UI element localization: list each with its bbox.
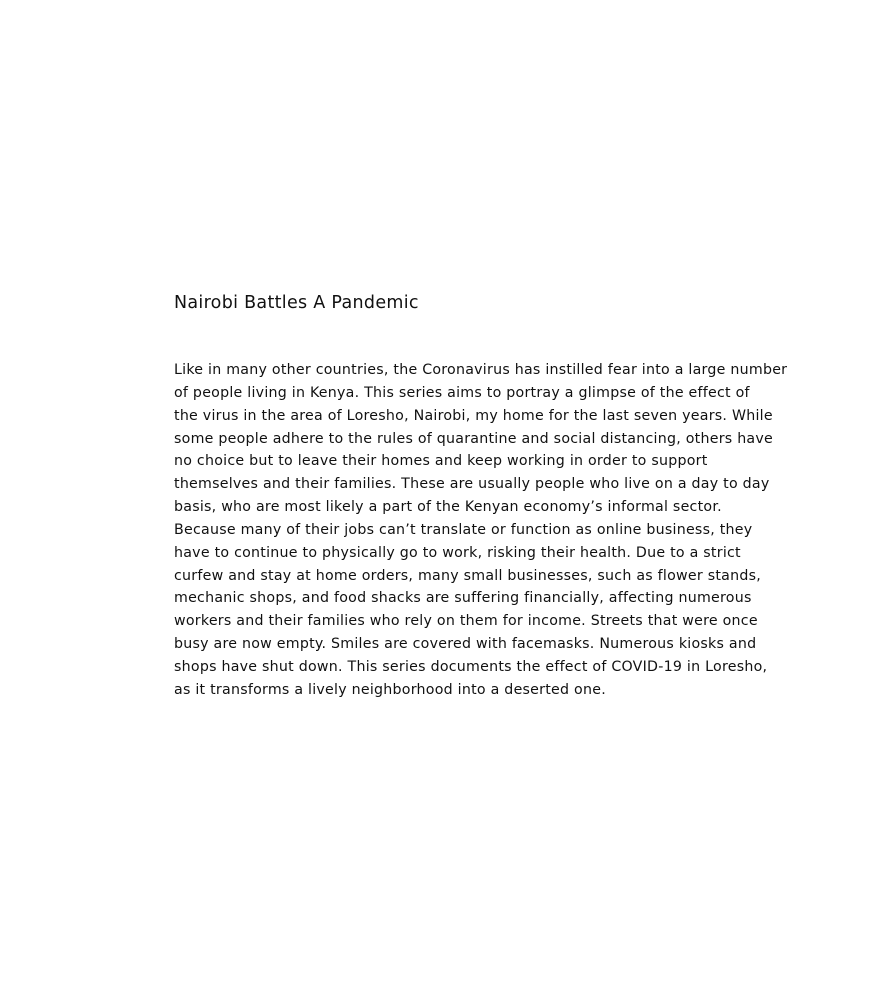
paragraph-line: have to continue to physically go to work, risking their health. Due to a strict <box>174 544 741 561</box>
paragraph-line: no choice but to leave their homes and keep working in order to support <box>174 453 708 470</box>
paragraph-line: Like in many other countries, the Coronavirus has instilled fear into a large number <box>174 362 788 378</box>
paragraph-line: busy are now empty. Smiles are covered with facemasks. Numerous kiosks and <box>174 636 757 653</box>
paragraph-line: Because many of their jobs can’t translate or function as online business, they <box>174 521 753 538</box>
paragraph-line: mechanic shops, and food shacks are suffering financially, affecting numerous <box>174 590 752 607</box>
paragraph-line: curfew and stay at home orders, many small businesses, such as flower stands, <box>174 567 762 584</box>
paragraph-line: of people living in Kenya. This series aims to portray a glimpse of the effect of <box>174 384 750 401</box>
paragraph-line: the virus in the area of Loresho, Nairobi, my home for the last seven years. While <box>174 407 773 424</box>
paragraph-line: basis, who are most likely a part of the Kenyan economy’s informal sector. <box>174 499 722 516</box>
paragraph-line: some people adhere to the rules of quarantine and social distancing, others have <box>174 430 773 447</box>
body-paragraph <box>174 359 788 702</box>
paragraph-line: themselves and their families. These are usually people who live on a day to day <box>174 476 770 493</box>
paragraph-line: workers and their families who rely on them for income. Streets that were once <box>174 613 758 630</box>
paragraph-line: shops have shut down. This series documents the effect of COVID-19 in Loresho, <box>174 658 768 675</box>
paragraph-line: as it transforms a lively neighborhood into a deserted one. <box>174 681 606 698</box>
page-title: Nairobi Battles A Pandemic <box>174 293 419 313</box>
